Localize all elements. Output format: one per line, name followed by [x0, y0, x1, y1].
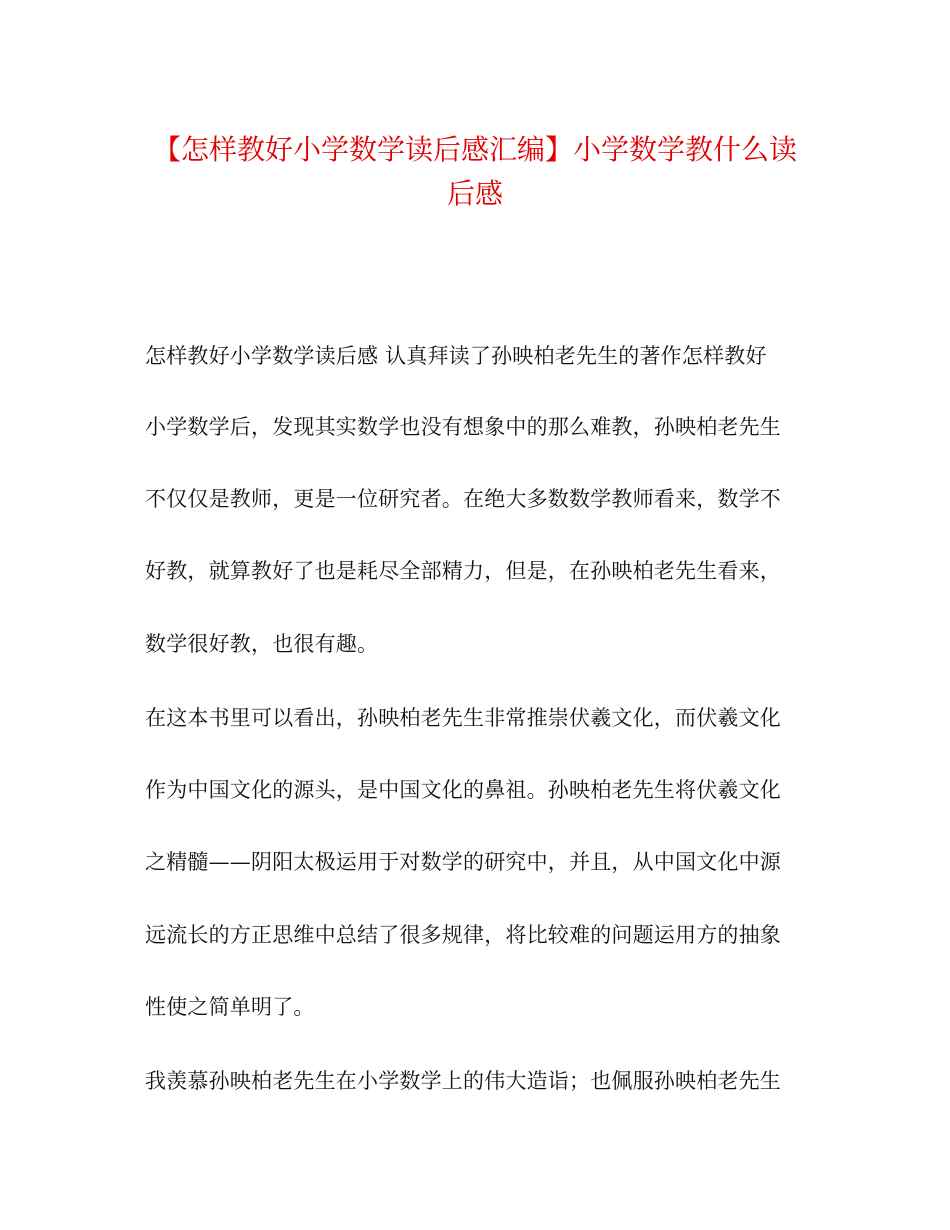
- paragraph-1-line-5: 数学很好教，也很有趣。: [145, 632, 379, 656]
- paragraph-2-line-5: 性使之简单明了。: [145, 995, 315, 1019]
- title-line-1: 【怎样教好小学数学读后感汇编】小学数学教什么读: [152, 133, 797, 166]
- document-title: [140, 128, 810, 216]
- paragraph-3-line-1: 我羡慕孙映柏老先生在小学数学上的伟大造诣；也佩服孙映柏老先生: [145, 1069, 781, 1093]
- paragraph-2-line-4: 远流长的方正思维中总结了很多规律，将比较难的问题运用方的抽象: [145, 923, 781, 947]
- paragraph-1-line-1: 怎样教好小学数学读后感 认真拜读了孙映柏老先生的著作怎样教好: [145, 344, 767, 368]
- title-line-2: 后感: [446, 177, 503, 210]
- paragraph-1-line-4: 好教，就算教好了也是耗尽全部精力，但是，在孙映柏老先生看来，: [145, 559, 781, 583]
- paragraph-2-line-1: 在这本书里可以看出，孙映柏老先生非常推崇伏羲文化，而伏羲文化: [145, 706, 781, 730]
- paragraph-2-line-2: 作为中国文化的源头，是中国文化的鼻祖。孙映柏老先生将伏羲文化: [145, 778, 781, 802]
- paragraph-1-line-3: 不仅仅是教师，更是一位研究者。在绝大多数数学教师看来，数学不: [145, 487, 781, 511]
- paragraph-1-line-2: 小学数学后，发现其实数学也没有想象中的那么难教，孙映柏老先生: [145, 415, 781, 439]
- paragraph-2-line-3: 之精髓——阴阳太极运用于对数学的研究中，并且，从中国文化中源: [145, 850, 781, 874]
